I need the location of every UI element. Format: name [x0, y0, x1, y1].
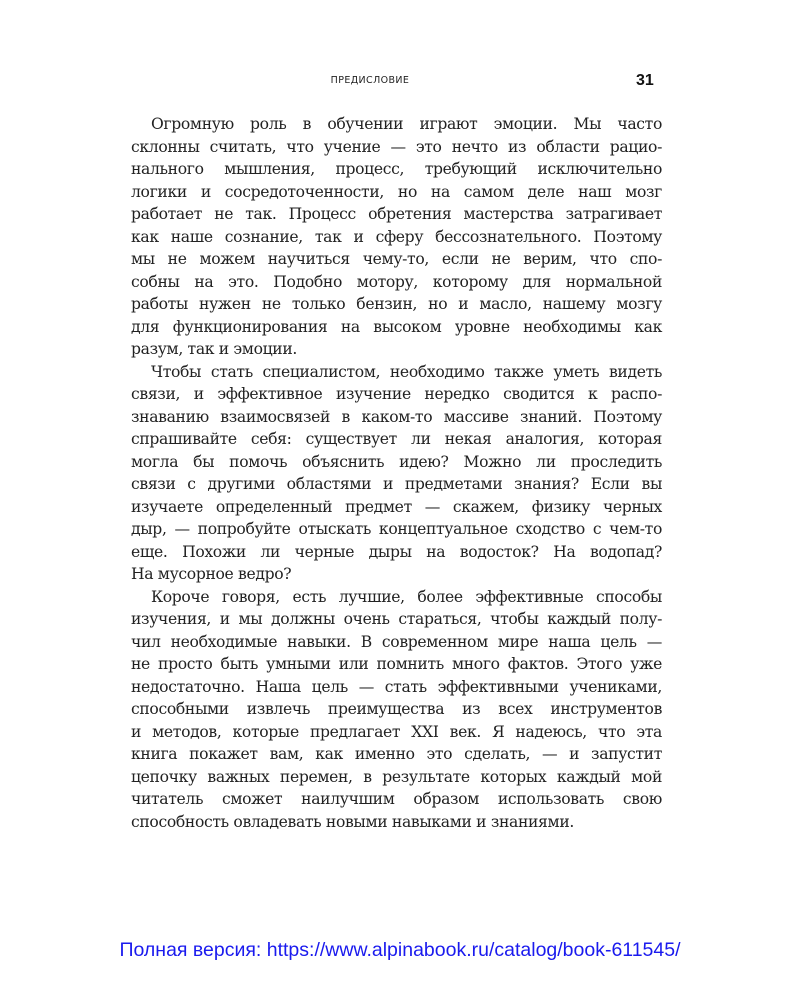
text-line: нального мышления, процесс, требующий исключительно [131, 160, 662, 178]
text-line: способность овладевать новыми навыками и знаниями. [131, 812, 574, 831]
text-line: изучаете определенный предмет — скажем, физику черных [131, 497, 662, 516]
text-line: Огромную роль в обучении играют эмоции. Мы часто [151, 115, 662, 133]
text-line: дыр, — попробуйте отыскать концептуальное сходство с чем-то [131, 520, 662, 538]
text-line: еще. Похожи ли черные дыры на водосток? На водопад? [131, 542, 662, 561]
text-line: На мусорное ведро? [131, 565, 292, 583]
text-line: связи, и эффективное изучение нередко сводится к распо- [131, 385, 662, 403]
paragraph [131, 586, 662, 834]
text-line: работает не так. Процесс обретения мастерства затрагивает [131, 205, 662, 223]
text-line: недостаточно. Наша цель — стать эффективными учениками, [131, 677, 662, 696]
text-line: изучения, и мы должны очень стараться, чтобы каждый полу- [131, 610, 662, 628]
text-line: для функционирования на высоком уровне необходимы как [131, 317, 662, 336]
text-line: работы нужен не только бензин, но и масло, нашему мозгу [131, 295, 662, 313]
full-version-link[interactable]: Полная версия: https://www.alpinabook.ru/catalog/book-611545/ [119, 939, 681, 961]
text-line: книга покажет вам, как именно это сделать, — и запустит [131, 745, 662, 763]
text-line: мы не можем научиться чему-то, если не верим, что спо- [131, 250, 662, 268]
paragraph [131, 361, 662, 586]
text-line: логики и сосредоточенности, но на самом деле наш мозг [131, 182, 662, 201]
text-line: спрашивайте себя: существует ли некая аналогия, которая [131, 430, 662, 448]
page-number: 31 [636, 72, 654, 89]
body-text [131, 113, 662, 833]
text-line: цепочку важных перемен, в результате которых каждый мой [131, 767, 662, 786]
text-line: чил необходимые навыки. В современном мире наша цель — [131, 632, 662, 651]
text-line: и методов, которые предлагает XXI век. Я надеюсь, что эта [131, 722, 662, 741]
text-line: как наше сознание, так и сферу бессознательного. Поэтому [131, 227, 662, 246]
text-line: склонны считать, что учение — это нечто из области рацио- [131, 137, 662, 156]
text-line: не просто быть умными или помнить много фактов. Этого уже [131, 655, 662, 673]
text-line: связи с другими областями и предметами знания? Если вы [131, 475, 662, 493]
text-line: Короче говоря, есть лучшие, более эффективные способы [151, 587, 662, 606]
text-line: могла бы помочь объяснить идею? Можно ли проследить [131, 452, 662, 471]
text-line: способными извлечь преимущества из всех инструментов [131, 700, 662, 718]
text-line: собны на это. Подобно мотору, которому для нормальной [131, 272, 662, 291]
running-header: ПРЕДИСЛОВИЕ [330, 75, 410, 86]
text-line: Чтобы стать специалистом, необходимо также уметь видеть [151, 362, 662, 381]
text-line: разум, так и эмоции. [131, 340, 298, 358]
text-line: знаванию взаимосвязей в каком-то массиве знаний. Поэтому [131, 407, 662, 426]
text-line: читатель сможет наилучшим образом использовать свою [131, 790, 662, 808]
paragraph [131, 113, 662, 361]
